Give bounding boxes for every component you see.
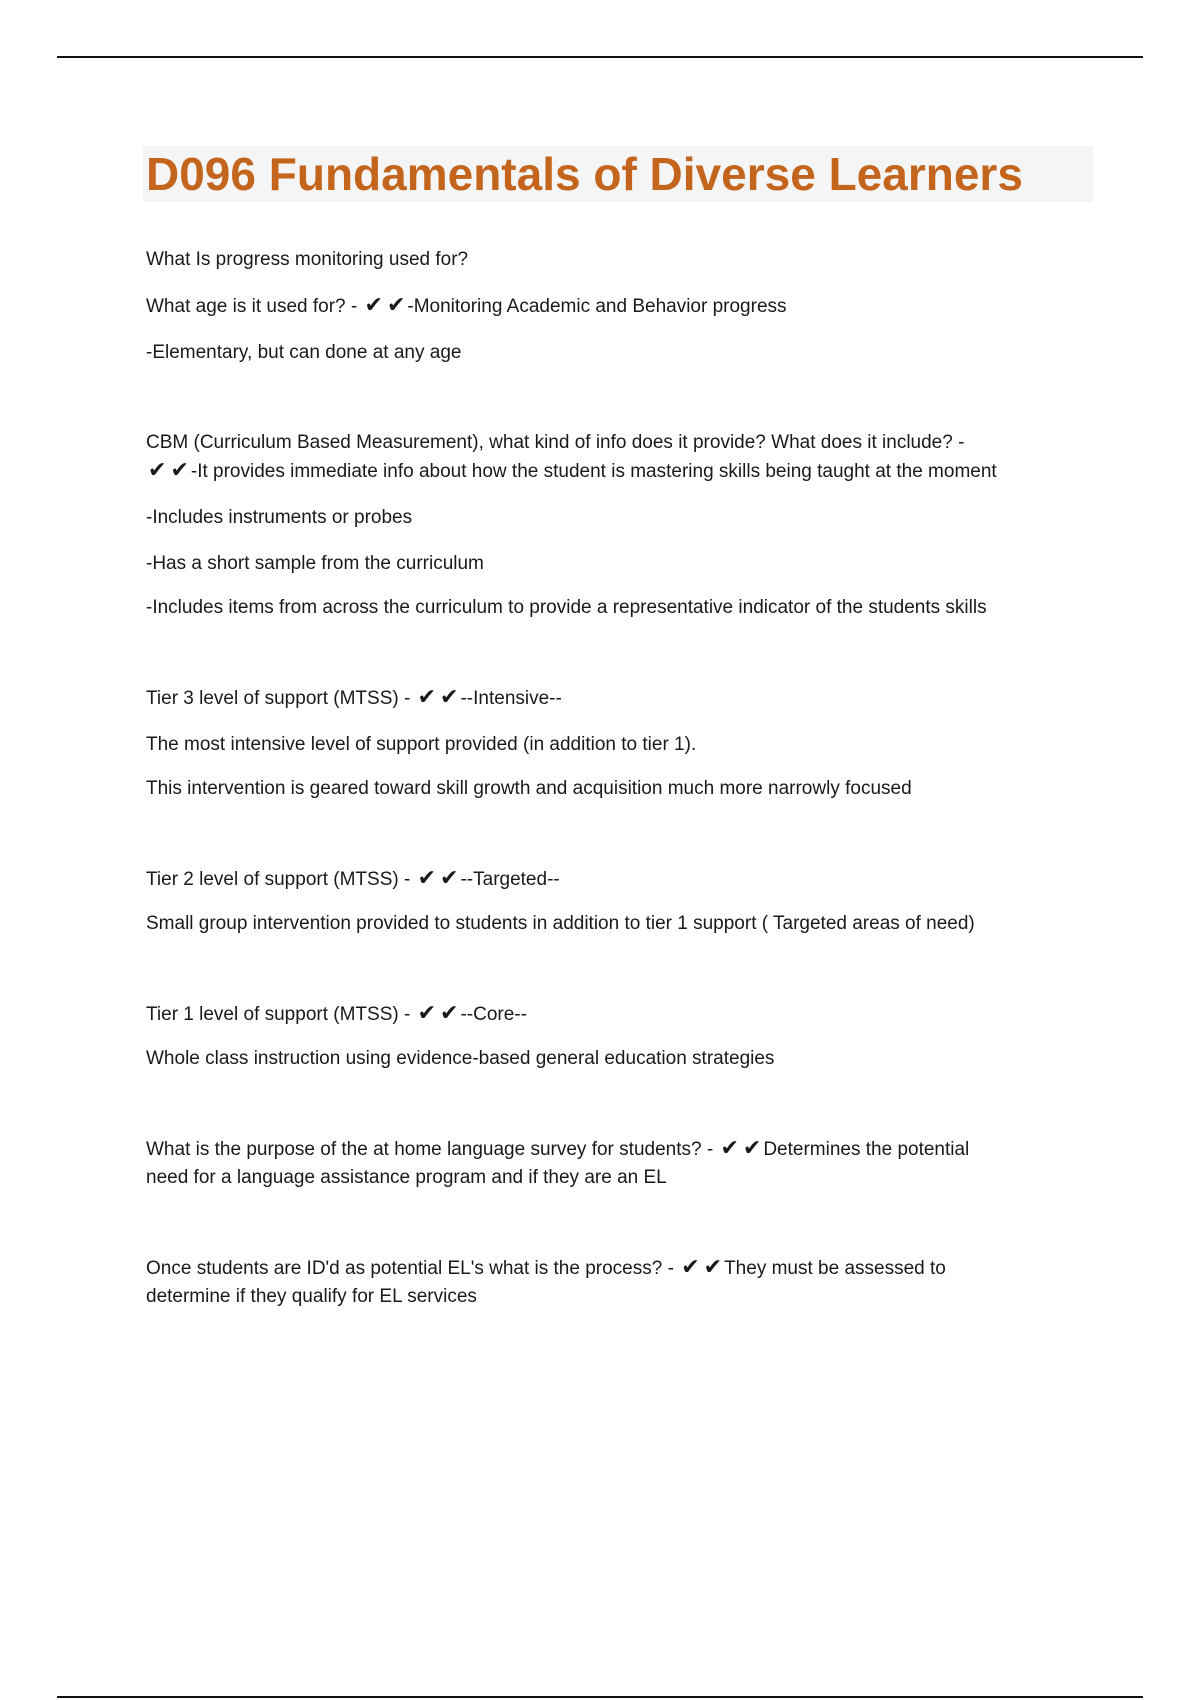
answer-text: Determines the potential [763,1139,970,1160]
answer-text: --Core-- [460,1004,527,1025]
check-icon: ✔ [170,458,189,483]
check-icon: ✔ [742,1136,762,1161]
check-icon: ✔ [417,685,437,710]
check-icon: ✔ [364,293,383,318]
answer-line: Small group intervention provided to students in addition to tier 1 support ( Targeted areas of need) [146,913,975,934]
question-answer-line [146,1000,1096,1029]
check-icon: ✔ [417,866,437,891]
question-line: CBM (Curriculum Based Measurement), what kind of info does it provide? What does it include? - [146,432,965,453]
answer-text: They must be assessed to [724,1258,946,1279]
answer-line [146,457,1096,486]
check-icon: ✔ [386,293,406,318]
answer-text: --Targeted-- [460,869,560,890]
answer-line: -Elementary, but can done at any age [146,342,462,363]
question-answer-line [146,1135,1096,1164]
answer-line: Whole class instruction using evidence-based general education strategies [146,1048,775,1069]
check-icon: ✔ [720,1136,739,1161]
answer-text: -Monitoring Academic and Behavior progress [407,296,787,317]
answer-line: -Has a short sample from the curriculum [146,553,484,574]
question-text: Once students are ID'd as potential EL's what is the process? - [146,1258,680,1279]
check-icon: ✔ [417,1001,437,1026]
question-answer-line [146,684,1096,713]
answer-line: need for a language assistance program and if they are an EL [146,1167,667,1188]
qa-block-tier-3 [146,684,1096,803]
answer-text: --Intensive-- [460,688,562,709]
qa-block-tier-1 [146,1000,1096,1073]
answer-line: -Includes items from across the curriculum to provide a representative indicator of the students skills [146,597,987,618]
question-text: What age is it used for? - [146,296,363,317]
check-icon: ✔ [440,1001,459,1026]
check-icon: ✔ [703,1255,723,1280]
answer-line: -Includes instruments or probes [146,507,413,528]
question-text: Tier 2 level of support (MTSS) - [146,869,416,890]
answer-text: -It provides immediate info about how the student is mastering skills being taught at the moment [190,461,997,482]
question-text: Tier 1 level of support (MTSS) - [146,1004,416,1025]
check-icon: ✔ [440,866,459,891]
check-icon: ✔ [148,458,167,483]
check-icon: ✔ [440,685,459,710]
qa-content [146,246,1096,1311]
document-title: D096 Fundamentals of Diverse Learners [146,148,1023,200]
question-answer-line [146,1254,1096,1283]
question-text: Tier 3 level of support (MTSS) - [146,688,416,709]
answer-line: This intervention is geared toward skill growth and acquisition much more narrowly focused [146,778,912,799]
qa-block-tier-2 [146,865,1096,938]
qa-block-progress-monitoring [146,246,1096,367]
check-icon: ✔ [681,1255,700,1280]
qa-block-cbm [146,429,1096,622]
question-text: What is the purpose of the at home language survey for students? - [146,1139,719,1160]
question-answer-line [146,292,1096,321]
qa-block-el-process [146,1254,1096,1311]
qa-block-home-language-survey [146,1135,1096,1192]
header-rule [57,56,1143,58]
question-line: What Is progress monitoring used for? [146,249,469,270]
answer-line: determine if they qualify for EL services [146,1286,477,1307]
question-answer-line [146,865,1096,894]
footer-rule [57,1696,1143,1698]
answer-line: The most intensive level of support provided (in addition to tier 1). [146,734,697,755]
